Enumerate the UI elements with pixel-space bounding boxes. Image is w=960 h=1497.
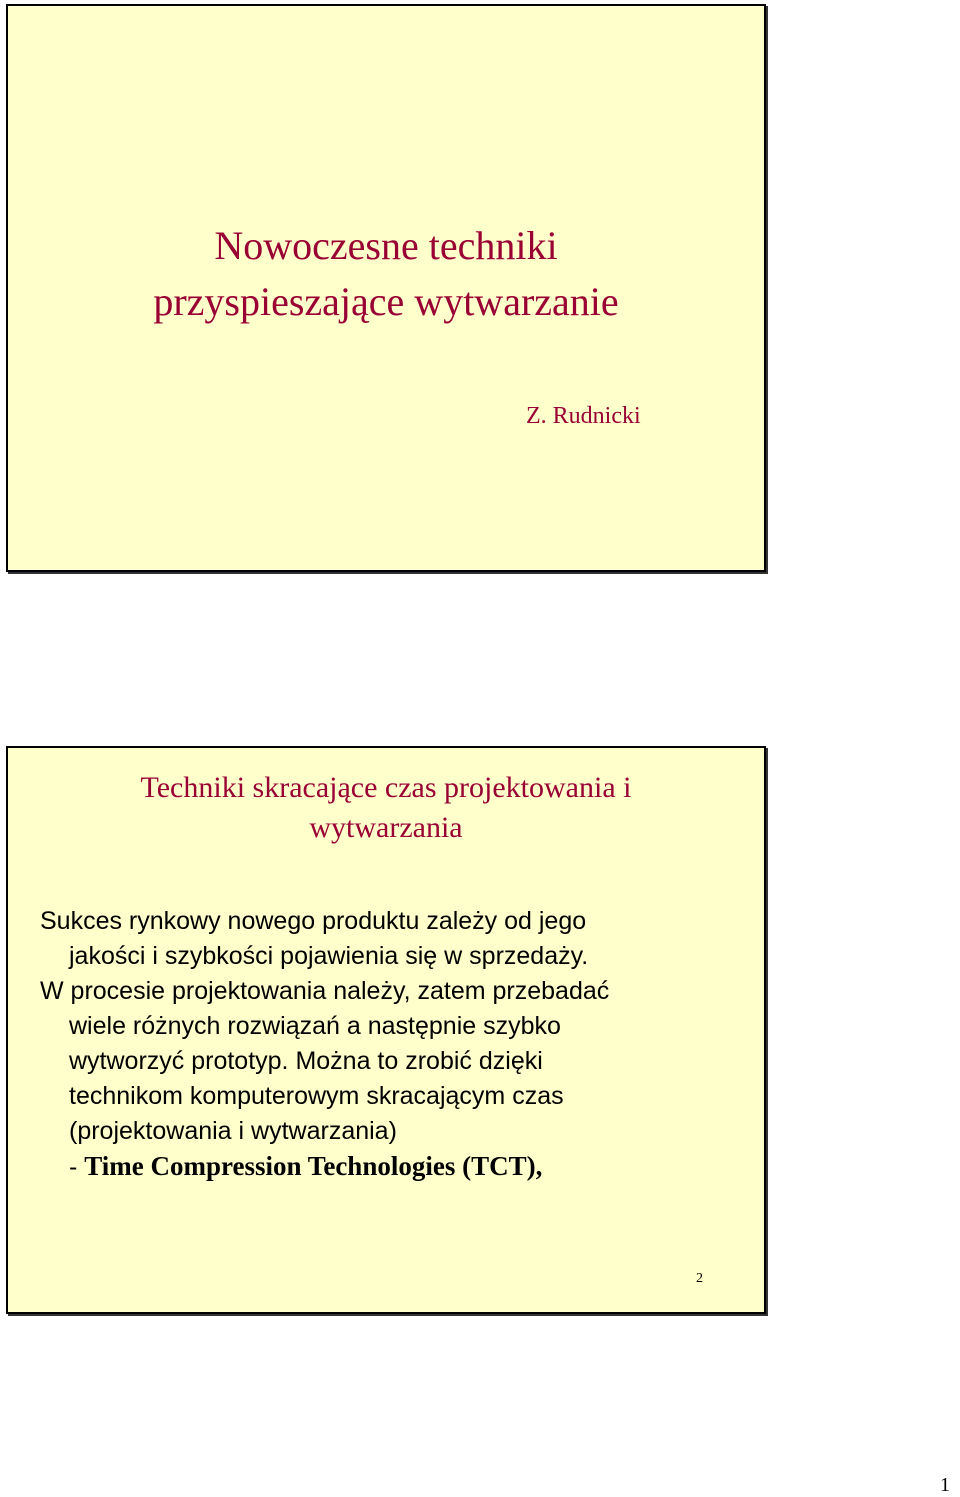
paragraph-2-line-5: (projektowania i wytwarzania) — [69, 1117, 397, 1145]
paragraph-1-line-2: jakości i szybkości pojawienia się w sprzedaży. — [69, 942, 589, 970]
page-number: 1 — [940, 1474, 950, 1496]
slide-2-title-line-2: wytwarzania — [309, 811, 463, 844]
paragraph-2-line-1: W procesie projektowania należy, zatem przebadać — [40, 977, 610, 1005]
tct-term: Time Compression Technologies (TCT), — [84, 1151, 543, 1181]
slide-1-title-line-2: przyspieszające wytwarzanie — [153, 279, 619, 324]
slide-1-title — [8, 218, 764, 330]
tct-prefix: - — [69, 1153, 85, 1181]
slide-2-paragraph-1 — [40, 904, 760, 974]
slide-1-title-line-1: Nowoczesne techniki — [214, 223, 558, 268]
slide-number: 2 — [696, 1271, 703, 1286]
paragraph-1-line-1: Sukces rynkowy nowego produktu zależy od jego — [40, 907, 587, 935]
slide-1-author: Z. Rudnicki — [526, 403, 641, 429]
slide-1 — [6, 4, 766, 572]
slide-2-body — [40, 904, 760, 1185]
slide-2-paragraph-2 — [40, 974, 760, 1185]
slide-2-title-line-1: Techniki skracające czas projektowania i — [140, 771, 632, 804]
slide-2-title — [8, 768, 764, 848]
paragraph-2-line-2: wiele różnych rozwiązań a następnie szybko — [69, 1012, 561, 1040]
paragraph-2-line-6 — [40, 1149, 760, 1185]
paragraph-2-line-3: wytworzyć prototyp. Można to zrobić dzięki — [69, 1047, 543, 1075]
slide-2 — [6, 746, 766, 1314]
paragraph-2-line-4: technikom komputerowym skracającym czas — [69, 1082, 564, 1110]
